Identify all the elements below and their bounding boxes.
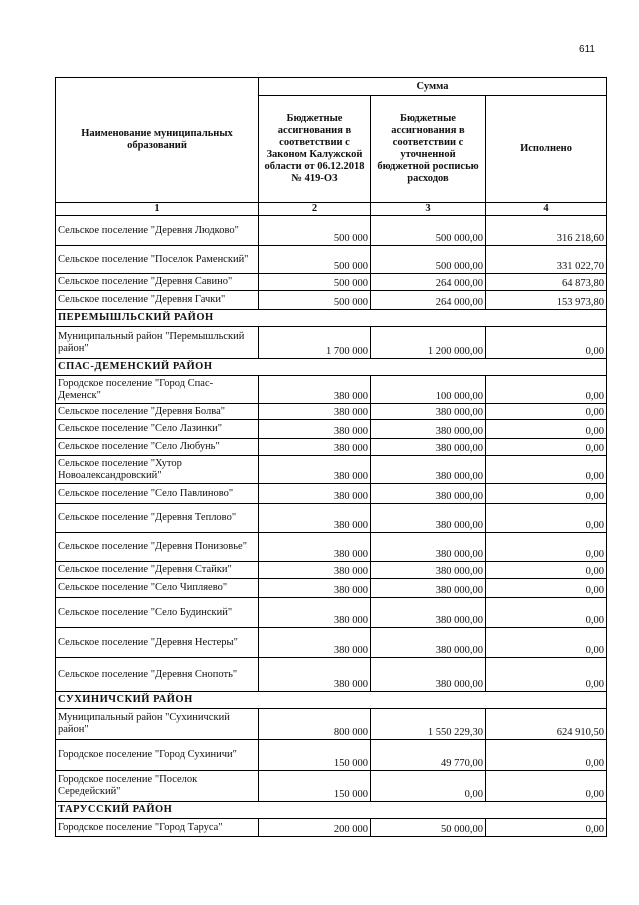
table-row <box>56 579 607 598</box>
law-allocation-value: 800 000 <box>259 709 371 740</box>
revised-allocation-value: 380 000,00 <box>371 504 486 533</box>
executed-value: 624 910,50 <box>486 709 607 740</box>
table-row <box>56 484 607 504</box>
municipality-name: Городское поселение "Город Сухиничи" <box>56 740 259 771</box>
district-row <box>56 359 607 376</box>
executed-value: 0,00 <box>486 420 607 439</box>
executed-value: 0,00 <box>486 771 607 802</box>
revised-allocation-value: 49 770,00 <box>371 740 486 771</box>
law-allocation-value: 150 000 <box>259 740 371 771</box>
table-body <box>56 216 607 837</box>
district-name: СУХИНИЧСКИЙ РАЙОН <box>56 692 607 709</box>
revised-allocation-value: 380 000,00 <box>371 533 486 562</box>
revised-allocation-value: 380 000,00 <box>371 404 486 420</box>
law-allocation-value: 500 000 <box>259 274 371 291</box>
executed-value: 0,00 <box>486 439 607 456</box>
revised-allocation-value: 0,00 <box>371 771 486 802</box>
municipality-name: Муниципальный район "Перемышльский район" <box>56 327 259 359</box>
revised-allocation-value: 50 000,00 <box>371 819 486 837</box>
law-allocation-value: 150 000 <box>259 771 371 802</box>
law-allocation-value: 380 000 <box>259 420 371 439</box>
revised-allocation-value: 500 000,00 <box>371 246 486 274</box>
column-number-4: 4 <box>486 203 607 216</box>
law-allocation-value: 500 000 <box>259 216 371 246</box>
header-municipality-name: Наименование муниципальных образований <box>56 78 259 203</box>
revised-allocation-value: 380 000,00 <box>371 562 486 579</box>
table-row <box>56 740 607 771</box>
law-allocation-value: 380 000 <box>259 562 371 579</box>
law-allocation-value: 200 000 <box>259 819 371 837</box>
revised-allocation-value: 380 000,00 <box>371 598 486 628</box>
district-row <box>56 692 607 709</box>
executed-value: 0,00 <box>486 562 607 579</box>
municipality-name: Сельское поселение "Деревня Людково" <box>56 216 259 246</box>
district-name: ТАРУССКИЙ РАЙОН <box>56 802 607 819</box>
law-allocation-value: 380 000 <box>259 658 371 692</box>
table-row <box>56 327 607 359</box>
table-row <box>56 598 607 628</box>
executed-value: 0,00 <box>486 327 607 359</box>
law-allocation-value: 380 000 <box>259 598 371 628</box>
district-name: ПЕРЕМЫШЛЬСКИЙ РАЙОН <box>56 310 607 327</box>
revised-allocation-value: 380 000,00 <box>371 579 486 598</box>
executed-value: 0,00 <box>486 404 607 420</box>
municipality-name: Сельское поселение "Деревня Савино" <box>56 274 259 291</box>
municipality-name: Сельское поселение "Село Павлиново" <box>56 484 259 504</box>
revised-allocation-value: 1 200 000,00 <box>371 327 486 359</box>
municipality-name: Городское поселение "Поселок Середейский" <box>56 771 259 802</box>
table-row <box>56 709 607 740</box>
executed-value: 0,00 <box>486 628 607 658</box>
executed-value: 0,00 <box>486 579 607 598</box>
column-number-3: 3 <box>371 203 486 216</box>
municipality-name: Сельское поселение "Село Любунь" <box>56 439 259 456</box>
revised-allocation-value: 380 000,00 <box>371 484 486 504</box>
header-revised-allocations: Бюджетные ассигнования в соответствии с уточненной бюджетной росписью расходов <box>371 96 486 203</box>
law-allocation-value: 380 000 <box>259 628 371 658</box>
table-row <box>56 291 607 310</box>
law-allocation-value: 380 000 <box>259 439 371 456</box>
table-row <box>56 533 607 562</box>
law-allocation-value: 380 000 <box>259 504 371 533</box>
municipality-name: Сельское поселение "Деревня Понизовье" <box>56 533 259 562</box>
revised-allocation-value: 380 000,00 <box>371 628 486 658</box>
municipality-name: Муниципальный район "Сухиничский район" <box>56 709 259 740</box>
revised-allocation-value: 380 000,00 <box>371 420 486 439</box>
law-allocation-value: 500 000 <box>259 291 371 310</box>
header-executed: Исполнено <box>486 96 607 203</box>
header-law-allocations: Бюджетные ассигнования в соответствии с Законом Калужской области от 06.12.2018 № 419-ОЗ <box>259 96 371 203</box>
budget-table <box>55 77 607 837</box>
column-number-1: 1 <box>56 203 259 216</box>
law-allocation-value: 1 700 000 <box>259 327 371 359</box>
municipality-name: Сельское поселение "Деревня Снопоть" <box>56 658 259 692</box>
revised-allocation-value: 264 000,00 <box>371 274 486 291</box>
table-row <box>56 439 607 456</box>
table-row <box>56 562 607 579</box>
table-row <box>56 456 607 484</box>
municipality-name: Сельское поселение "Село Будинский" <box>56 598 259 628</box>
executed-value: 64 873,80 <box>486 274 607 291</box>
law-allocation-value: 380 000 <box>259 533 371 562</box>
table-row <box>56 420 607 439</box>
executed-value: 331 022,70 <box>486 246 607 274</box>
table-row <box>56 628 607 658</box>
law-allocation-value: 500 000 <box>259 246 371 274</box>
municipality-name: Городское поселение "Город Таруса" <box>56 819 259 837</box>
revised-allocation-value: 100 000,00 <box>371 376 486 404</box>
table-row <box>56 376 607 404</box>
revised-allocation-value: 380 000,00 <box>371 439 486 456</box>
column-number-2: 2 <box>259 203 371 216</box>
municipality-name: Городское поселение "Город Спас-Деменск" <box>56 376 259 404</box>
revised-allocation-value: 264 000,00 <box>371 291 486 310</box>
table-row <box>56 404 607 420</box>
municipality-name: Сельское поселение "Хутор Новоалександровский" <box>56 456 259 484</box>
table-header <box>56 78 607 216</box>
header-sum-group: Сумма <box>259 78 607 96</box>
revised-allocation-value: 1 550 229,30 <box>371 709 486 740</box>
table-row <box>56 658 607 692</box>
law-allocation-value: 380 000 <box>259 456 371 484</box>
municipality-name: Сельское поселение "Деревня Теплово" <box>56 504 259 533</box>
law-allocation-value: 380 000 <box>259 484 371 504</box>
executed-value: 0,00 <box>486 484 607 504</box>
law-allocation-value: 380 000 <box>259 404 371 420</box>
law-allocation-value: 380 000 <box>259 376 371 404</box>
table-row <box>56 504 607 533</box>
executed-value: 0,00 <box>486 504 607 533</box>
executed-value: 0,00 <box>486 456 607 484</box>
revised-allocation-value: 380 000,00 <box>371 456 486 484</box>
table-row <box>56 771 607 802</box>
executed-value: 0,00 <box>486 658 607 692</box>
executed-value: 0,00 <box>486 598 607 628</box>
municipality-name: Сельское поселение "Деревня Нестеры" <box>56 628 259 658</box>
executed-value: 153 973,80 <box>486 291 607 310</box>
municipality-name: Сельское поселение "Деревня Болва" <box>56 404 259 420</box>
district-row <box>56 310 607 327</box>
table-row <box>56 819 607 837</box>
revised-allocation-value: 380 000,00 <box>371 658 486 692</box>
municipality-name: Сельское поселение "Деревня Стайки" <box>56 562 259 579</box>
law-allocation-value: 380 000 <box>259 579 371 598</box>
executed-value: 0,00 <box>486 740 607 771</box>
municipality-name: Сельское поселение "Село Чипляево" <box>56 579 259 598</box>
executed-value: 316 218,60 <box>486 216 607 246</box>
revised-allocation-value: 500 000,00 <box>371 216 486 246</box>
table-row <box>56 216 607 246</box>
table-row <box>56 274 607 291</box>
executed-value: 0,00 <box>486 819 607 837</box>
page-number: 611 <box>579 44 595 55</box>
municipality-name: Сельское поселение "Село Лазинки" <box>56 420 259 439</box>
executed-value: 0,00 <box>486 376 607 404</box>
table-row <box>56 246 607 274</box>
municipality-name: Сельское поселение "Деревня Гачки" <box>56 291 259 310</box>
municipality-name: Сельское поселение "Поселок Раменский" <box>56 246 259 274</box>
district-name: СПАС-ДЕМЕНСКИЙ РАЙОН <box>56 359 607 376</box>
district-row <box>56 802 607 819</box>
executed-value: 0,00 <box>486 533 607 562</box>
